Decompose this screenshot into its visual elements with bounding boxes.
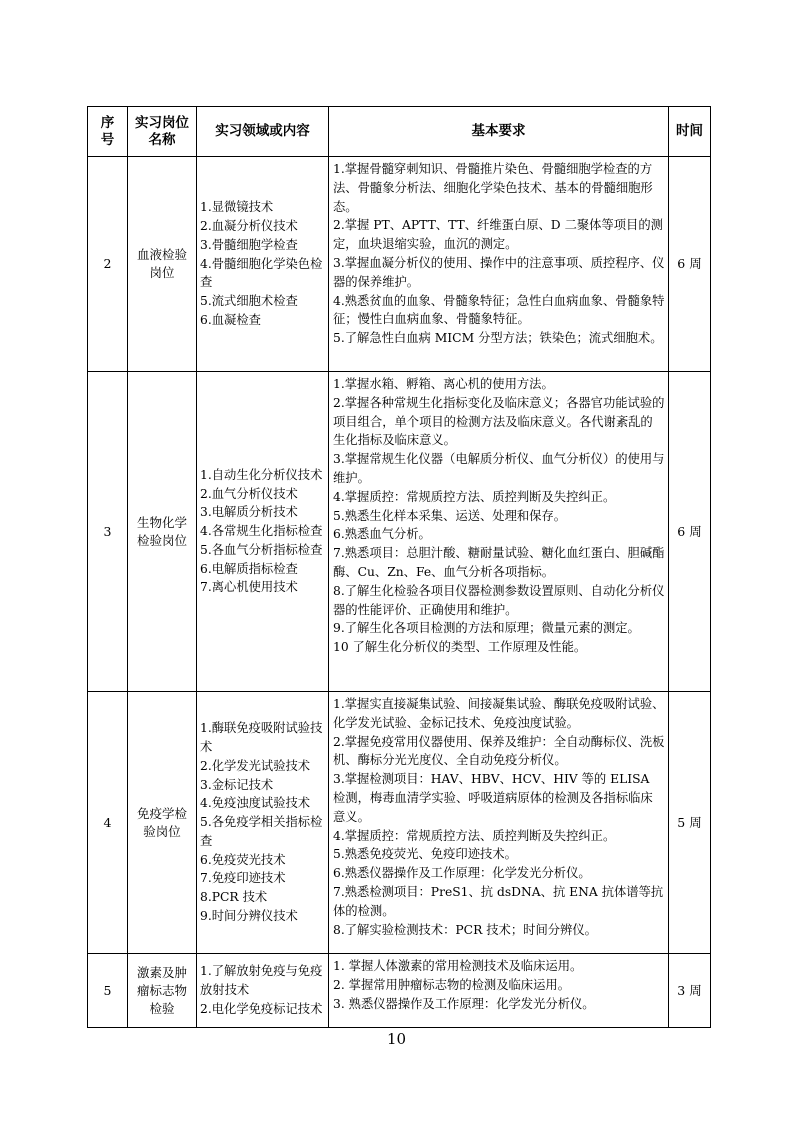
requirement-item: 1.掌握水箱、孵箱、离心机的使用方法。 [333,377,554,391]
requirement-item: 3.掌握血凝分析仪的使用、操作中的注意事项、质控程序、仪器的保养维护。 [333,255,665,289]
row-requirements [329,372,669,692]
table-row [88,692,711,954]
row-post [128,692,197,954]
internship-table [87,106,711,1028]
requirement-item: 8.了解生化检验各项目仪器检测参数设置原则、自动化分析仪器的性能评价、正确使用和维护。 [333,583,665,617]
table-row [88,372,711,692]
row-time: 5 周 [669,692,711,954]
requirement-item: 1.掌握骨髓穿刺知识、骨髓推片染色、骨髓细胞学检查的方法、骨髓象分析法、细胞化学染色技术、基本的骨髓细胞形态。 [333,162,653,214]
row-areas [197,157,329,372]
post-line: 检验岗位 [136,532,187,548]
area-item: 1.酶联免疫吸附试验技术 [200,721,323,754]
area-item: 2.血气分析仪技术 [200,486,298,501]
area-item: 4.骨髓细胞化学染色检查 [200,256,323,290]
area-item: 5.各免疫学相关指标检查 [200,815,323,848]
requirement-item: 9.了解生化各项目检测的方法和原理；微量元素的测定。 [333,621,640,636]
post-line: 检验 [149,1000,175,1016]
post-line: 生物化学 [136,514,187,530]
requirement-item: 7.熟悉项目：总胆汁酸、糖耐量试验、糖化血红蛋白、胆碱酯酶、Cu、Zn、Fe、血气分析各项指标。 [333,546,665,579]
header-time: 时间 [669,107,711,157]
requirement-item: 10 了解生化分析仪的类型、工作原理及性能。 [333,640,587,655]
requirement-item: 2.掌握免疫常用仪器使用、保养及维护：全自动酶标仪、洗板机、酶标分光光度仪、全自动免疫分析仪。 [333,734,665,768]
area-item: 6.电解质指标检查 [200,561,298,576]
area-item: 2.血凝分析仪技术 [200,219,298,233]
requirement-item: 5.熟悉免疫荧光、免疫印迹技术。 [333,847,517,862]
post-line: 血液检验 [136,247,187,262]
requirement-item: 4.掌握质控：常规质控方法、质控判断及失控纠正。 [333,828,616,843]
requirement-item: 1. 掌握人体激素的常用检测技术及临床运用。 [333,959,583,973]
header-area: 实习领域或内容 [197,107,329,157]
area-item: 3.电解质分析技术 [200,505,298,520]
table-row [88,157,711,372]
area-item: 3.金标记技术 [200,777,274,792]
requirement-item: 2. 掌握常用肿瘤标志物的检测及临床运用。 [333,977,570,992]
requirement-item: 2.掌握各种常规生化指标变化及临床意义；各器官功能试验的项目组合，单个项目的检测方法及临床意义。各代谢紊乱的生化指标及临床意义。 [333,395,665,448]
row-requirements [329,692,669,954]
requirement-item: 3.掌握常规生化仪器（电解质分析仪、血气分析仪）的使用与维护。 [333,452,665,485]
area-item: 5.流式细胞术检查 [200,294,298,309]
post-line: 瘤标志物 [136,982,187,998]
post-line: 岗位 [149,265,175,280]
requirement-item: 6.熟悉血气分析。 [333,527,431,542]
area-item: 1.自动生化分析仪技术 [200,467,323,482]
row-seq: 5 [88,954,128,1028]
table-row [88,954,711,1028]
row-areas [197,954,329,1028]
header-post: 实习岗位名称 [128,107,197,157]
area-item: 3.骨髓细胞学检查 [200,237,298,252]
requirement-item: 2.掌握 PT、APTT、TT、纤维蛋白原、D 二聚体等项目的测定，血块退缩实验，血沉的测定。 [333,218,663,252]
row-post [128,954,197,1028]
requirement-item: 5.熟悉生化样本采集、运送、处理和保存。 [333,508,567,523]
requirement-item: 5.了解急性白血病 MICM 分型方法；铁染色；流式细胞术。 [333,331,663,346]
row-seq: 2 [88,157,128,372]
area-item: 8.PCR 技术 [200,890,268,905]
header-row [88,107,711,157]
page-number: 10 [386,1030,407,1048]
requirement-item: 4.熟悉贫血的血象、骨髓象特征；急性白血病血象、骨髓象特征；慢性白血病血象、骨髓象特征。 [333,293,665,327]
requirement-item: 3.掌握检测项目：HAV、HBV、HCV、HIV 等的 ELISA 检测，梅毒血清学实验、呼吸道病原体的检测及各指标临床意义。 [333,772,653,824]
post-line: 激素及肿 [136,964,187,980]
area-item: 6.血凝检查 [200,312,261,327]
row-areas [197,372,329,692]
area-item: 1.了解放射免疫与免疫放射技术 [200,964,323,998]
post-line: 免疫学检 [136,805,187,821]
area-item: 7.免疫印迹技术 [200,871,286,886]
area-item: 4.各常规生化指标检查 [200,524,323,539]
area-item: 9.时间分辨仪技术 [200,909,298,924]
area-item: 2.电化学免疫标记技术 [200,1001,323,1016]
post-line: 验岗位 [143,823,181,839]
requirement-item: 4.掌握质控：常规质控方法、质控判断及失控纠正。 [333,489,616,504]
row-requirements [329,157,669,372]
requirement-item: 6.熟悉仪器操作及工作原理：化学发光分析仪。 [333,866,591,881]
requirement-item: 1.掌握实直接凝集试验、间接凝集试验、酶联免疫吸附试验、化学发光试验、金标记技术、免疫浊度试验。 [333,697,665,730]
row-requirements [329,954,669,1028]
area-item: 7.离心机使用技术 [200,580,298,595]
row-time: 3 周 [669,954,711,1028]
requirement-item: 3. 熟悉仪器操作及工作原理：化学发光分析仪。 [333,996,595,1011]
row-seq: 4 [88,692,128,954]
header-req: 基本要求 [329,107,669,157]
row-time: 6 周 [669,372,711,692]
area-item: 5.各血气分析指标检查 [200,542,323,557]
area-item: 2.化学发光试验技术 [200,758,311,773]
area-item: 6.免疫荧光技术 [200,852,286,867]
row-areas [197,692,329,954]
area-item: 1.显微镜技术 [200,200,274,215]
row-post [128,372,197,692]
requirement-item: 8.了解实验检测技术：PCR 技术；时间分辨仪。 [333,922,597,937]
requirement-item: 7.熟悉检测项目：PreS1、抗 dsDNA、抗 ENA 抗体谱等抗体的检测。 [333,884,664,918]
area-item: 4.免疫浊度试验技术 [200,796,311,811]
row-post [128,157,197,372]
row-time: 6 周 [669,157,711,372]
header-seq: 序号 [88,107,128,157]
row-seq: 3 [88,372,128,692]
